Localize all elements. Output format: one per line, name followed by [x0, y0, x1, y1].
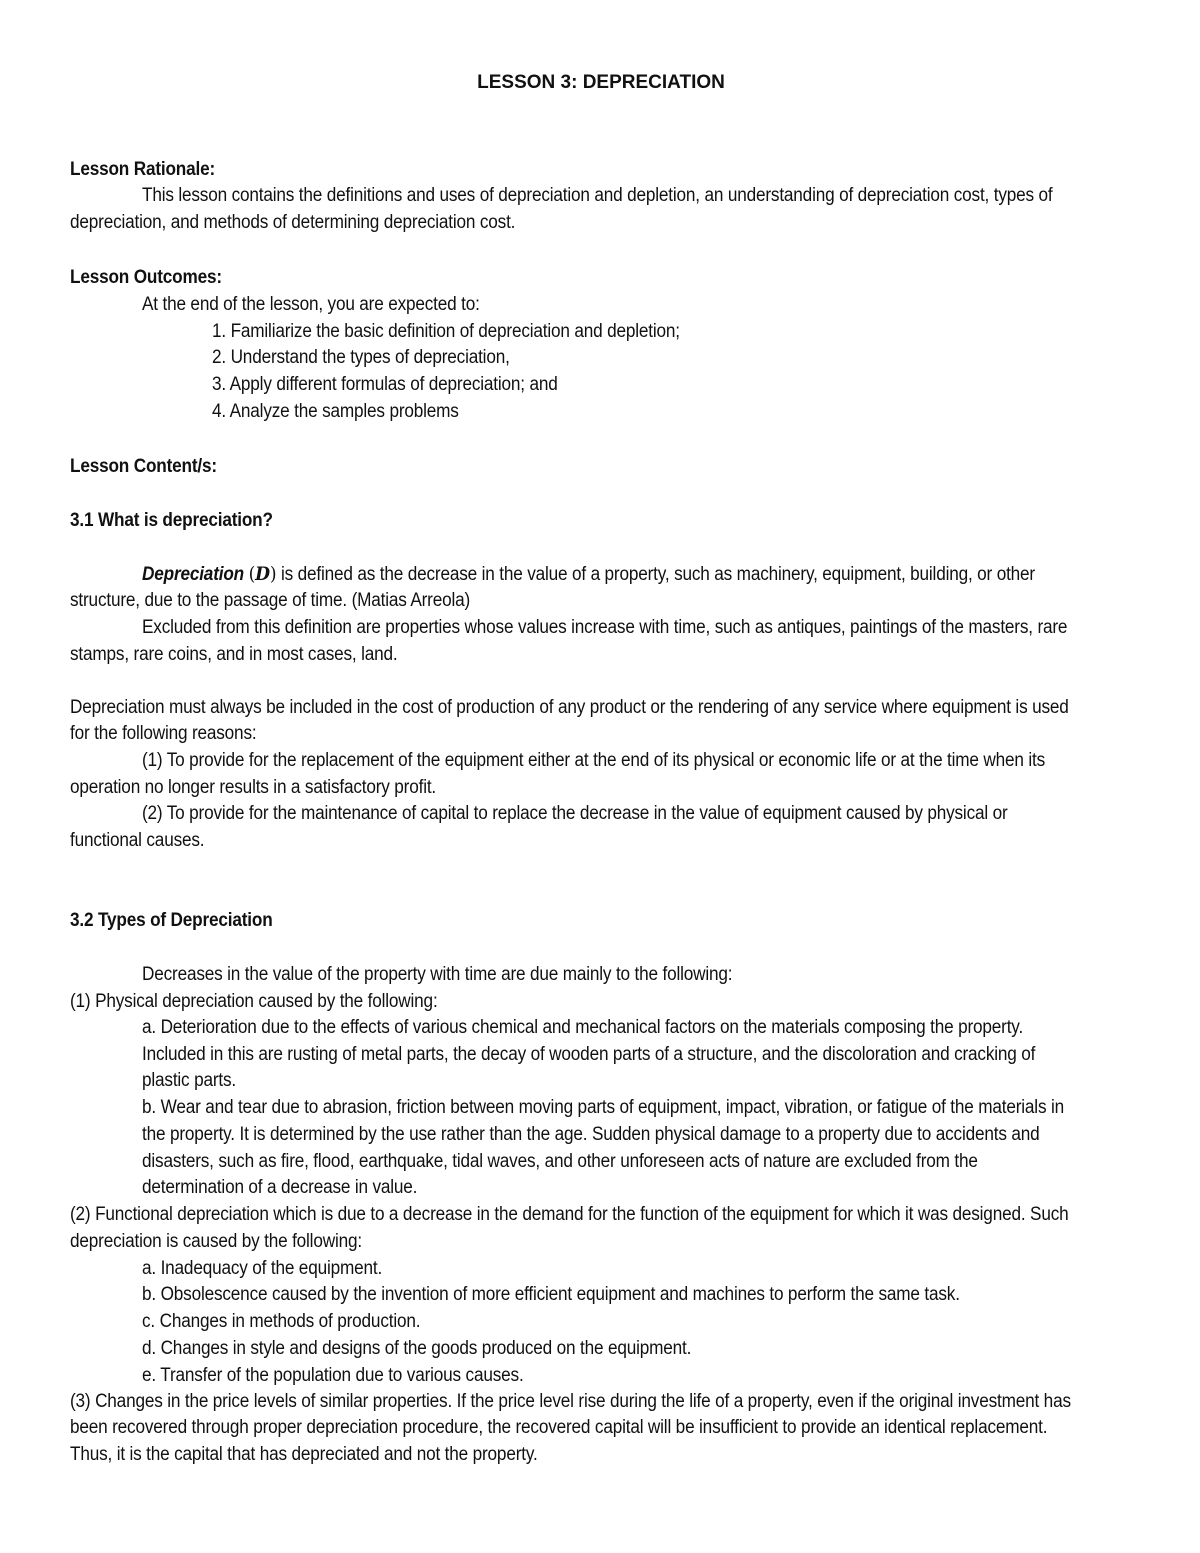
outcomes-heading: Lesson Outcomes: — [70, 267, 222, 288]
functional-item-a: a. Inadequacy of the equipment. — [142, 1258, 383, 1279]
functional-item-d: d. Changes in style and designs of the goods produced on the equipment. — [142, 1338, 692, 1359]
physical-b-line-2: the property. It is determined by the use rather than the age. Sudden physical damage to a property due to accidents and — [142, 1124, 1040, 1145]
outcomes-intro: At the end of the lesson, you are expected to: — [142, 294, 480, 315]
symbol-close-paren: ) — [269, 563, 277, 585]
outcome-item-4: 4. Analyze the samples problems — [212, 401, 459, 422]
inclusion-line-1: Depreciation must always be included in the cost of production of any product or the rendering of any service where equipment is used — [70, 697, 1069, 718]
exclusion-line-2: stamps, rare coins, and in most cases, land. — [70, 644, 398, 665]
reason-1-line-2: operation no longer results in a satisfactory profit. — [70, 777, 437, 798]
functional-item-c: c. Changes in methods of production. — [142, 1311, 421, 1332]
physical-b-line-4: determination of a decrease in value. — [142, 1177, 418, 1198]
physical-b-line-3: disasters, such as fire, flood, earthquake, tidal waves, and other unforeseen acts of nature are excluded from the — [142, 1151, 978, 1172]
functional-line-2: depreciation is caused by the following: — [70, 1231, 362, 1252]
functional-item-b: b. Obsolescence caused by the invention of more efficient equipment and machines to perform the same task. — [142, 1284, 960, 1305]
physical-a-line-1: a. Deterioration due to the effects of various chemical and mechanical factors on the materials composing the property. — [142, 1017, 1024, 1038]
types-intro: Decreases in the value of the property with time are due mainly to the following: — [142, 964, 733, 985]
physical-depreciation-heading: (1) Physical depreciation caused by the following: — [70, 991, 438, 1012]
depreciation-term: Depreciation — [142, 564, 244, 585]
definition-line-1 — [142, 563, 1035, 586]
reason-1-line-1: (1) To provide for the replacement of the equipment either at the end of its physical or economic life or at the time when its — [142, 750, 1046, 771]
section-3-2-heading: 3.2 Types of Depreciation — [70, 910, 273, 931]
definition-line-2: structure, due to the passage of time. (Matias Arreola) — [70, 590, 471, 611]
depreciation-symbol: D — [255, 563, 270, 585]
physical-b-line-1: b. Wear and tear due to abrasion, friction between moving parts of equipment, impact, vibration, or fatigue of the materials in — [142, 1097, 1064, 1118]
price-level-line-1: (3) Changes in the price levels of similar properties. If the price level rise during the life of a property, even if the original investment has — [70, 1391, 1071, 1412]
content-heading: Lesson Content/s: — [70, 456, 217, 477]
symbol-open-paren: ( — [248, 563, 256, 585]
price-level-line-2: been recovered through proper depreciation procedure, the recovered capital will be insufficient to provide an identical replacement. — [70, 1417, 1048, 1438]
reason-2-line-2: functional causes. — [70, 830, 205, 851]
functional-item-e: e. Transfer of the population due to various causes. — [142, 1365, 524, 1386]
physical-a-line-3: plastic parts. — [142, 1070, 236, 1091]
reason-2-line-1: (2) To provide for the maintenance of capital to replace the decrease in the value of equipment caused by physical or — [142, 803, 1008, 824]
exclusion-line-1: Excluded from this definition are properties whose values increase with time, such as antiques, paintings of the masters, rare — [142, 617, 1068, 638]
functional-line-1: (2) Functional depreciation which is due to a decrease in the demand for the function of the equipment for which it was designed. Such — [70, 1204, 1069, 1225]
section-3-1-heading: 3.1 What is depreciation? — [70, 510, 273, 531]
physical-a-line-2: Included in this are rusting of metal parts, the decay of wooden parts of a structure, and the discoloration and cracking of — [142, 1044, 1036, 1065]
definition-rest: is defined as the decrease in the value of a property, such as machinery, equipment, building, or other — [276, 564, 1035, 585]
outcome-item-1: 1. Familiarize the basic definition of depreciation and depletion; — [212, 321, 680, 342]
rationale-text-line-1: This lesson contains the definitions and uses of depreciation and depletion, an understanding of depreciation cost, types of — [142, 185, 1053, 206]
inclusion-line-2: for the following reasons: — [70, 723, 257, 744]
page-title: LESSON 3: DEPRECIATION — [477, 72, 725, 93]
rationale-text-line-2: depreciation, and methods of determining depreciation cost. — [70, 212, 516, 233]
outcome-item-2: 2. Understand the types of depreciation, — [212, 347, 510, 368]
rationale-heading: Lesson Rationale: — [70, 159, 216, 180]
price-level-line-3: Thus, it is the capital that has depreciated and not the property. — [70, 1444, 538, 1465]
outcome-item-3: 3. Apply different formulas of depreciation; and — [212, 374, 558, 395]
